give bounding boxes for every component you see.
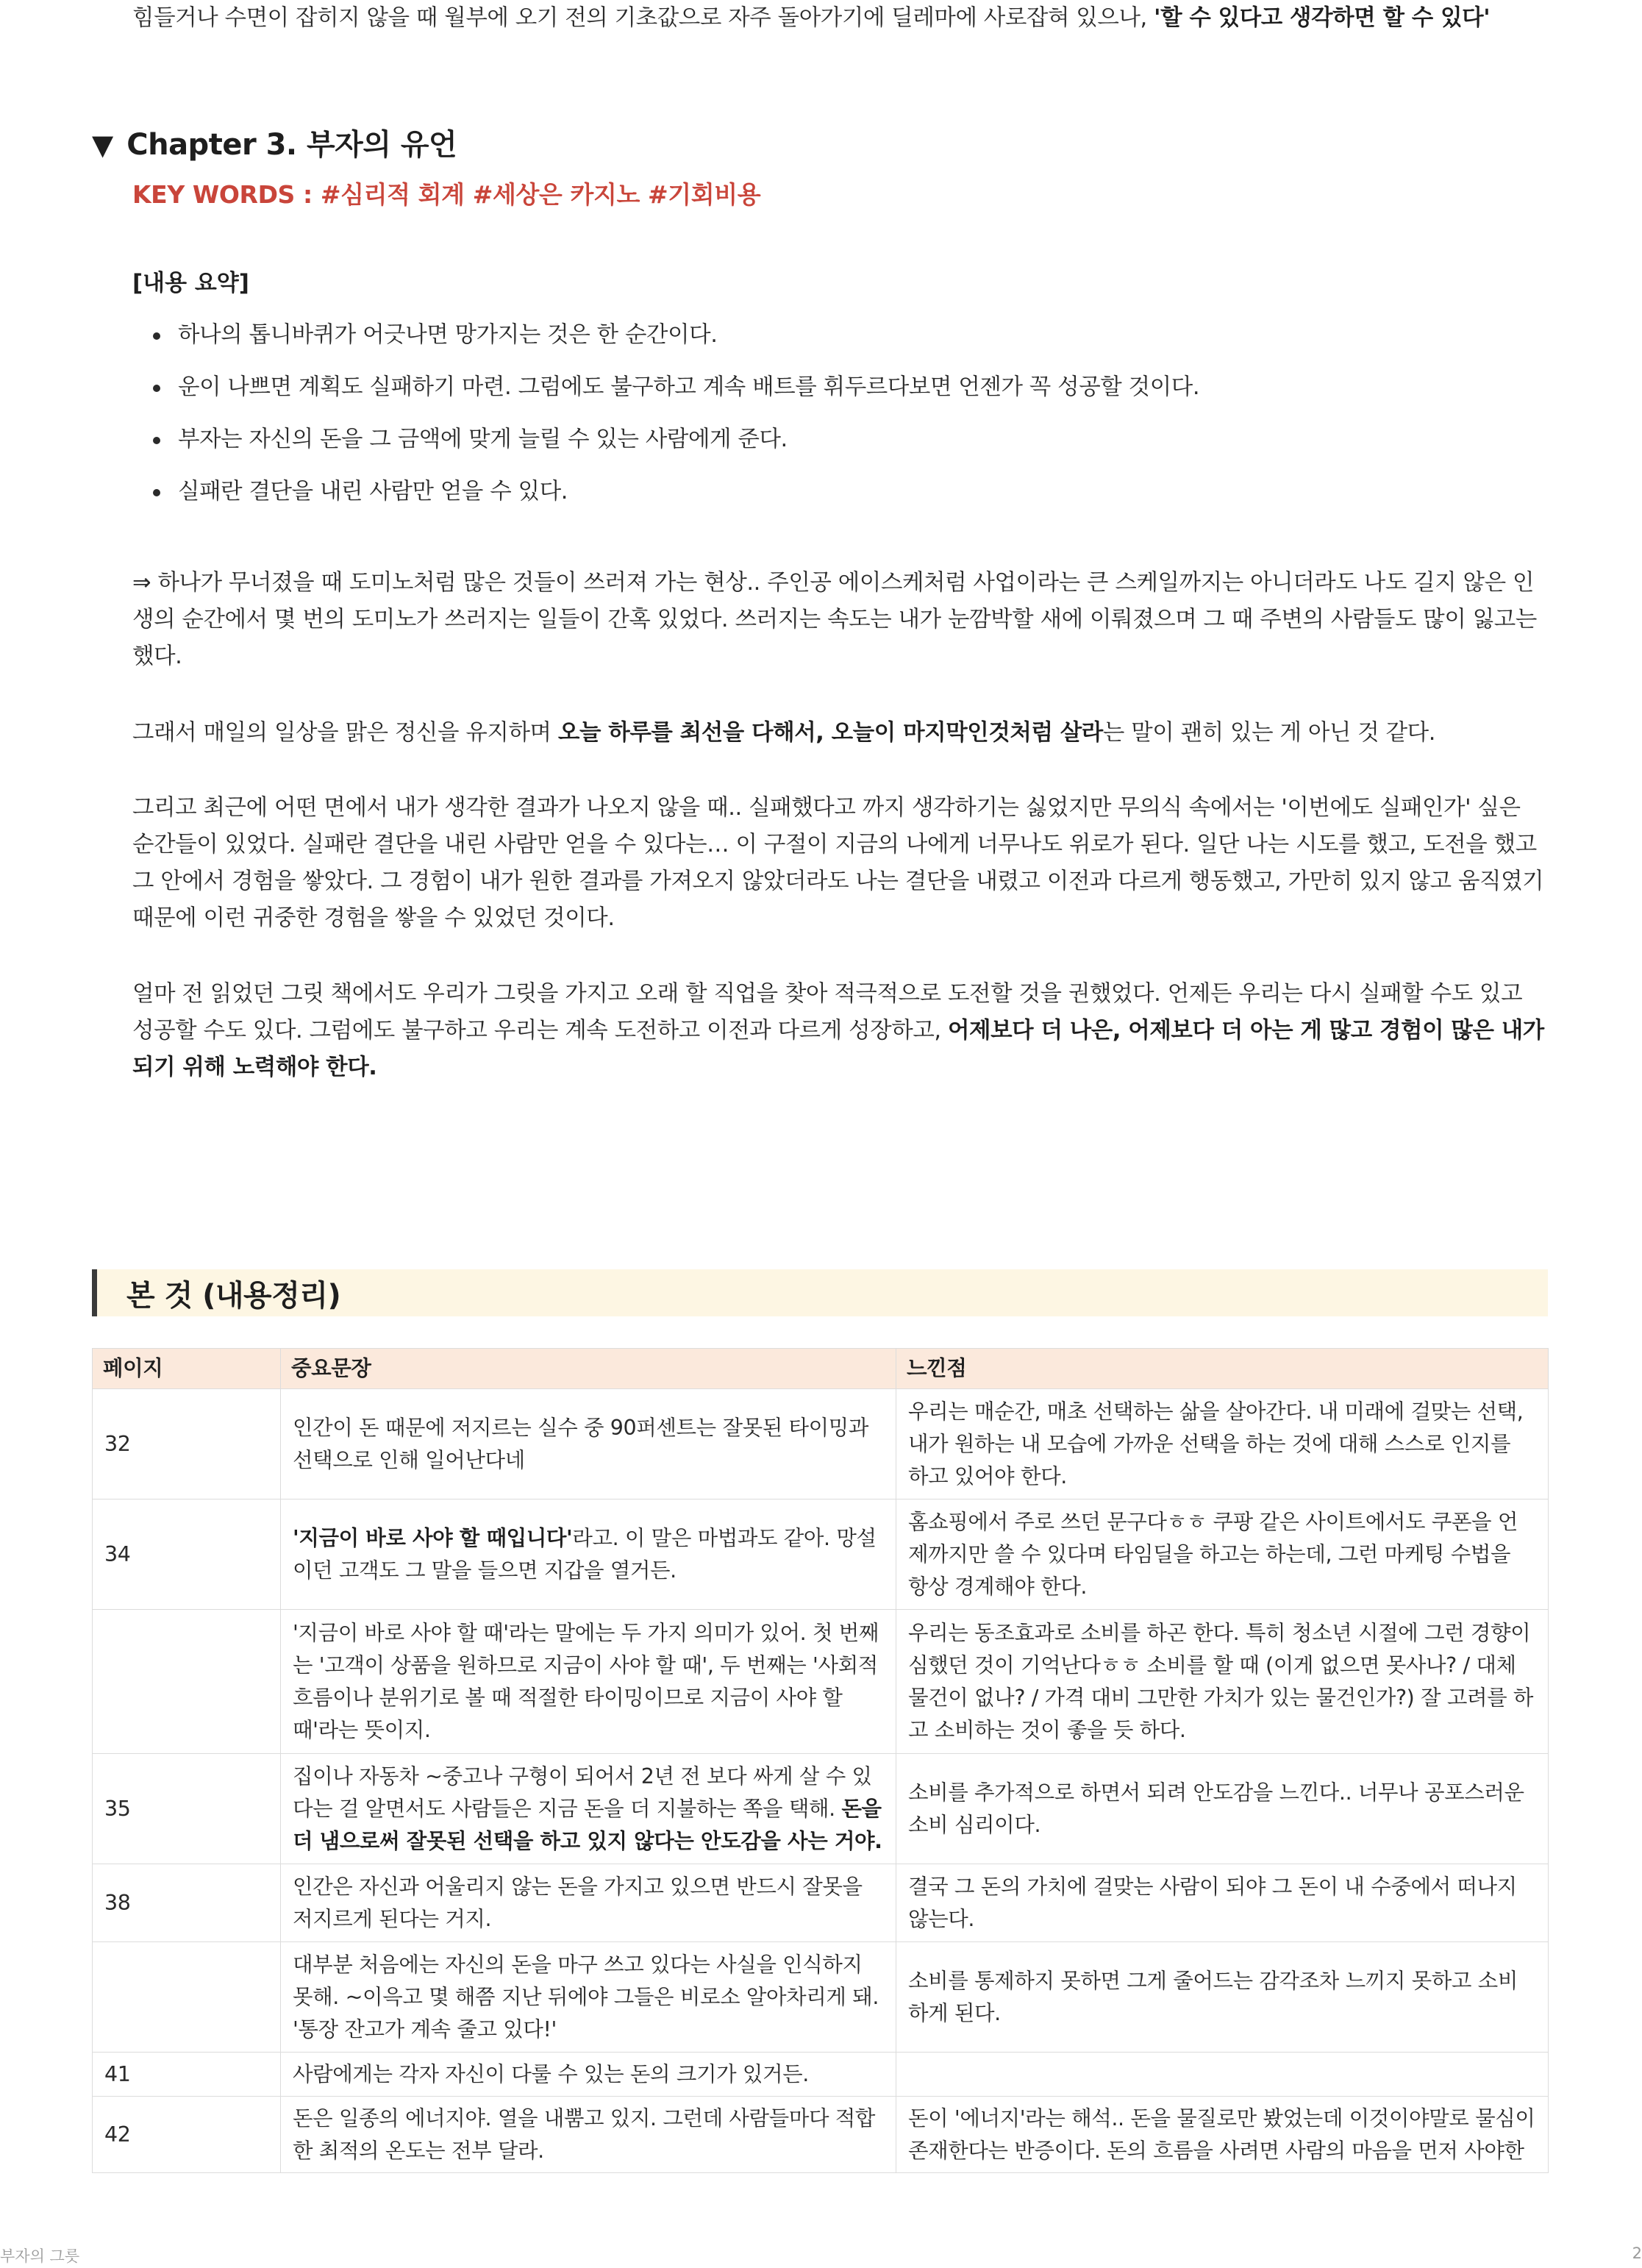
summary-item: 운이 나쁘면 계획도 실패하기 마련. 그럼에도 불구하고 계속 배트를 휘두르다보면 언젠가 꼭 성공할 것이다. xyxy=(178,369,1593,406)
sentence-text: 대부분 처음에는 자신의 돈을 마구 쓰고 있다는 사실을 인식하지 못해. ~이윽고 몇 해쯤 지난 뒤에야 그들은 비로소 알아차리게 돼. '통장 잔고가 계속 줄고 있다!' xyxy=(293,1952,879,2041)
table-row xyxy=(93,1610,1549,1754)
table-header-row xyxy=(93,1349,1549,1389)
sentence-bold-text: 돈을 더 냄으로써 잘못된 선택을 하고 있지 않다는 안도감을 사는 거야. xyxy=(293,1796,882,1853)
table-row xyxy=(93,2097,1549,2173)
sentence-text: 사람에게는 각자 자신이 다룰 수 있는 돈의 크기가 있거든. xyxy=(293,2061,809,2086)
cell-page: 41 xyxy=(93,2053,281,2097)
sentence-text: 인간은 자신과 어울리지 않는 돈을 가지고 있으면 반드시 잘못을 저지르게 된다는 거지. xyxy=(293,1874,863,1931)
cell-page: 32 xyxy=(93,1389,281,1499)
summary-item: 실패란 결단을 내린 사람만 얻을 수 있다. xyxy=(178,474,1593,510)
reflection-paragraph-1: ⇒ 하나가 무너졌을 때 도미노처럼 많은 것들이 쓰러져 가는 현상.. 주인공 에이스케처럼 사업이라는 큰 스케일까지는 아니더라도 나도 길지 않은 인생의 순간에서 몇 번의 도미노가 쓰러지는 일들이 간혹 있었다. 쓰러지는 속도는 내가 눈깜박할 새에 이뤄졌으며 그 때 주변의 사람들도 많이 잃고는 했다. xyxy=(132,570,1537,669)
cell-feeling: 소비를 추가적으로 하면서 되려 안도감을 느낀다.. 너무나 공포스러운 소비 심리이다. xyxy=(896,1754,1549,1864)
toggle-triangle-icon[interactable]: ▼ xyxy=(92,129,114,161)
summary-list xyxy=(132,317,1593,526)
cell-sentence xyxy=(281,1610,896,1754)
reflection-paragraph-2 xyxy=(132,715,1548,752)
sentence-text: 돈은 일종의 에너지야. 열을 내뿜고 있지. 그런데 사람들마다 적합한 최적의 온도는 전부 달라. xyxy=(293,2105,876,2163)
sentence-text: 라고. 이 말은 마법과도 같아. 망설이던 고객도 그 말을 들으면 지갑을 열거든. xyxy=(293,1525,877,1583)
cell-page: 42 xyxy=(93,2097,281,2173)
table-row xyxy=(93,1389,1549,1499)
cell-feeling: 우리는 매순간, 매초 선택하는 삶을 살아간다. 내 미래에 걸맞는 선택, 내가 원하는 내 모습에 가까운 선택을 하는 것에 대해 스스로 인지를 하고 있어야 한다. xyxy=(896,1389,1549,1499)
para4-text: 얼마 전 읽었던 그릿 책에서도 우리가 그릿을 가지고 오래 할 직업을 찾아 적극적으로 도전할 것을 권했었다. 언제든 우리는 다시 실패할 수도 있고 성공할 수도 있다. 그럼에도 불구하고 우리는 계속 도전하고 이전과 다르게 성장하고, xyxy=(132,981,1523,1044)
para2-text-end: 는 말이 괜히 있는 게 아닌 것 같다. xyxy=(1102,720,1436,746)
sentence-text: '지금이 바로 사야 할 때'라는 말에는 두 가지 의미가 있어. 첫 번째는 '고객이 상품을 원하므로 지금이 사야 할 때', 두 번째는 '사회적 흐름이나 분위기로 볼 때 적절한 타이밍이므로 지금이 사야 할 때'라는 뜻이지. xyxy=(293,1620,879,1742)
section-callout xyxy=(92,1269,1548,1316)
para4-bold-text: 어제보다 더 나은, 어제보다 더 아는 게 많고 경험이 많은 내가 되기 위해 노력해야 한다. xyxy=(132,1018,1544,1080)
sentence-text: 집이나 자동차 ~중고나 구형이 되어서 2년 전 보다 싸게 살 수 있다는 걸 알면서도 사람들은 지금 돈을 더 지불하는 쪽을 택해. xyxy=(293,1764,872,1821)
table-row xyxy=(93,1942,1549,2053)
notes-table xyxy=(92,1348,1549,2173)
table-row xyxy=(93,1499,1549,1610)
reflection-paragraph-3: 그리고 최근에 어떤 면에서 내가 생각한 결과가 나오지 않을 때.. 실패했다고 까지 생각하기는 싫었지만 무의식 속에서는 '이번에도 실패인가' 싶은 순간들이 있었다. 실패란 결단을 내린 사람만 얻을 수 있다는… 이 구절이 지금의 나에게 너무나도 위로가 된다. 일단 나는 시도를 했고, 도전을 했고 그 안에서 경험을 쌓았다. 그 경험이 내가 원한 결과를 가져오지 않았더라도 나는 결단을 내렸고 이전과 다르게 행동했고, 가만히 있지 않고 움직였기 때문에 이런 귀중한 경험을 쌓을 수 있었던 것이다. xyxy=(132,795,1544,931)
cell-page: 38 xyxy=(93,1864,281,1942)
header-page: 페이지 xyxy=(93,1349,281,1389)
intro-text: 힘들거나 수면이 잡히지 않을 때 월부에 오기 전의 기초값으로 자주 돌아가기에 딜레마에 사로잡혀 있으나, xyxy=(132,5,1154,31)
cell-feeling: 결국 그 돈의 가치에 걸맞는 사람이 되야 그 돈이 내 수중에서 떠나지 않는다. xyxy=(896,1864,1549,1942)
cell-sentence xyxy=(281,1389,896,1499)
reflection-paragraph-4 xyxy=(132,976,1548,1086)
cell-sentence xyxy=(281,1754,896,1864)
chapter-toggle[interactable] xyxy=(92,126,457,163)
cell-page: 34 xyxy=(93,1499,281,1610)
cell-sentence xyxy=(281,2097,896,2173)
cell-page xyxy=(93,1610,281,1754)
cell-feeling xyxy=(896,2053,1549,2097)
chapter-title: Chapter 3. 부자의 유언 xyxy=(126,128,457,162)
cell-feeling: 소비를 통제하지 못하면 그게 줄어드는 감각조차 느끼지 못하고 소비하게 된다. xyxy=(896,1942,1549,2053)
footer-document-title: 부자의 그릇 xyxy=(0,2247,80,2265)
cell-sentence xyxy=(281,1864,896,1942)
para2-text: 그래서 매일의 일상을 맑은 정신을 유지하며 xyxy=(132,720,558,746)
table-row xyxy=(93,1754,1549,1864)
footer-page-number: 2 xyxy=(1632,2244,1642,2262)
cell-page xyxy=(93,1942,281,2053)
intro-bold-text: '할 수 있다고 생각하면 할 수 있다' xyxy=(1154,5,1491,31)
cell-feeling: 우리는 동조효과로 소비를 하곤 한다. 특히 청소년 시절에 그런 경향이 심했던 것이 기억난다ㅎㅎ 소비를 할 때 (이게 없으면 못사나? / 대체 물건이 없나? / 가격 대비 그만한 가치가 있는 물건인가?) 잘 고려를 하고 소비하는 것이 좋을 듯 하다. xyxy=(896,1610,1549,1754)
cell-sentence xyxy=(281,2053,896,2097)
table-row xyxy=(93,2053,1549,2097)
cell-sentence xyxy=(281,1499,896,1610)
summary-item: 부자는 자신의 돈을 그 금액에 맞게 늘릴 수 있는 사람에게 준다. xyxy=(178,421,1593,458)
cell-page: 35 xyxy=(93,1754,281,1864)
keywords: KEY WORDS : #심리적 회계 #세상은 카지노 #기회비용 xyxy=(132,180,761,209)
section-title: 본 것 (내용정리) xyxy=(126,1278,341,1313)
summary-heading: [내용 요약] xyxy=(132,270,249,296)
cell-sentence xyxy=(281,1942,896,2053)
header-feeling: 느낀점 xyxy=(896,1349,1549,1389)
sentence-text: 인간이 돈 때문에 저지르는 실수 중 90퍼센트는 잘못된 타이밍과 선택으로 인해 일어난다네 xyxy=(293,1415,869,1472)
summary-item: 하나의 톱니바퀴가 어긋나면 망가지는 것은 한 순간이다. xyxy=(178,317,1593,354)
header-sentence: 중요문장 xyxy=(281,1349,896,1389)
cell-feeling: 돈이 '에너지'라는 해석.. 돈을 물질로만 봤었는데 이것이야말로 물심이 존재한다는 반증이다. 돈의 흐름을 사려면 사람의 마음을 먼저 사야한 xyxy=(896,2097,1549,2173)
intro-paragraph xyxy=(132,0,1548,37)
table-row xyxy=(93,1864,1549,1942)
para2-bold-text: 오늘 하루를 최선을 다해서, 오늘이 마지막인것처럼 살라 xyxy=(557,720,1103,746)
cell-feeling: 홈쇼핑에서 주로 쓰던 문구다ㅎㅎ 쿠팡 같은 사이트에서도 쿠폰을 언제까지만 쓸 수 있다며 타임딜을 하고는 하는데, 그런 마케팅 수법을 항상 경계해야 한다. xyxy=(896,1499,1549,1610)
sentence-bold-text: '지금이 바로 사야 할 때입니다' xyxy=(293,1525,573,1550)
